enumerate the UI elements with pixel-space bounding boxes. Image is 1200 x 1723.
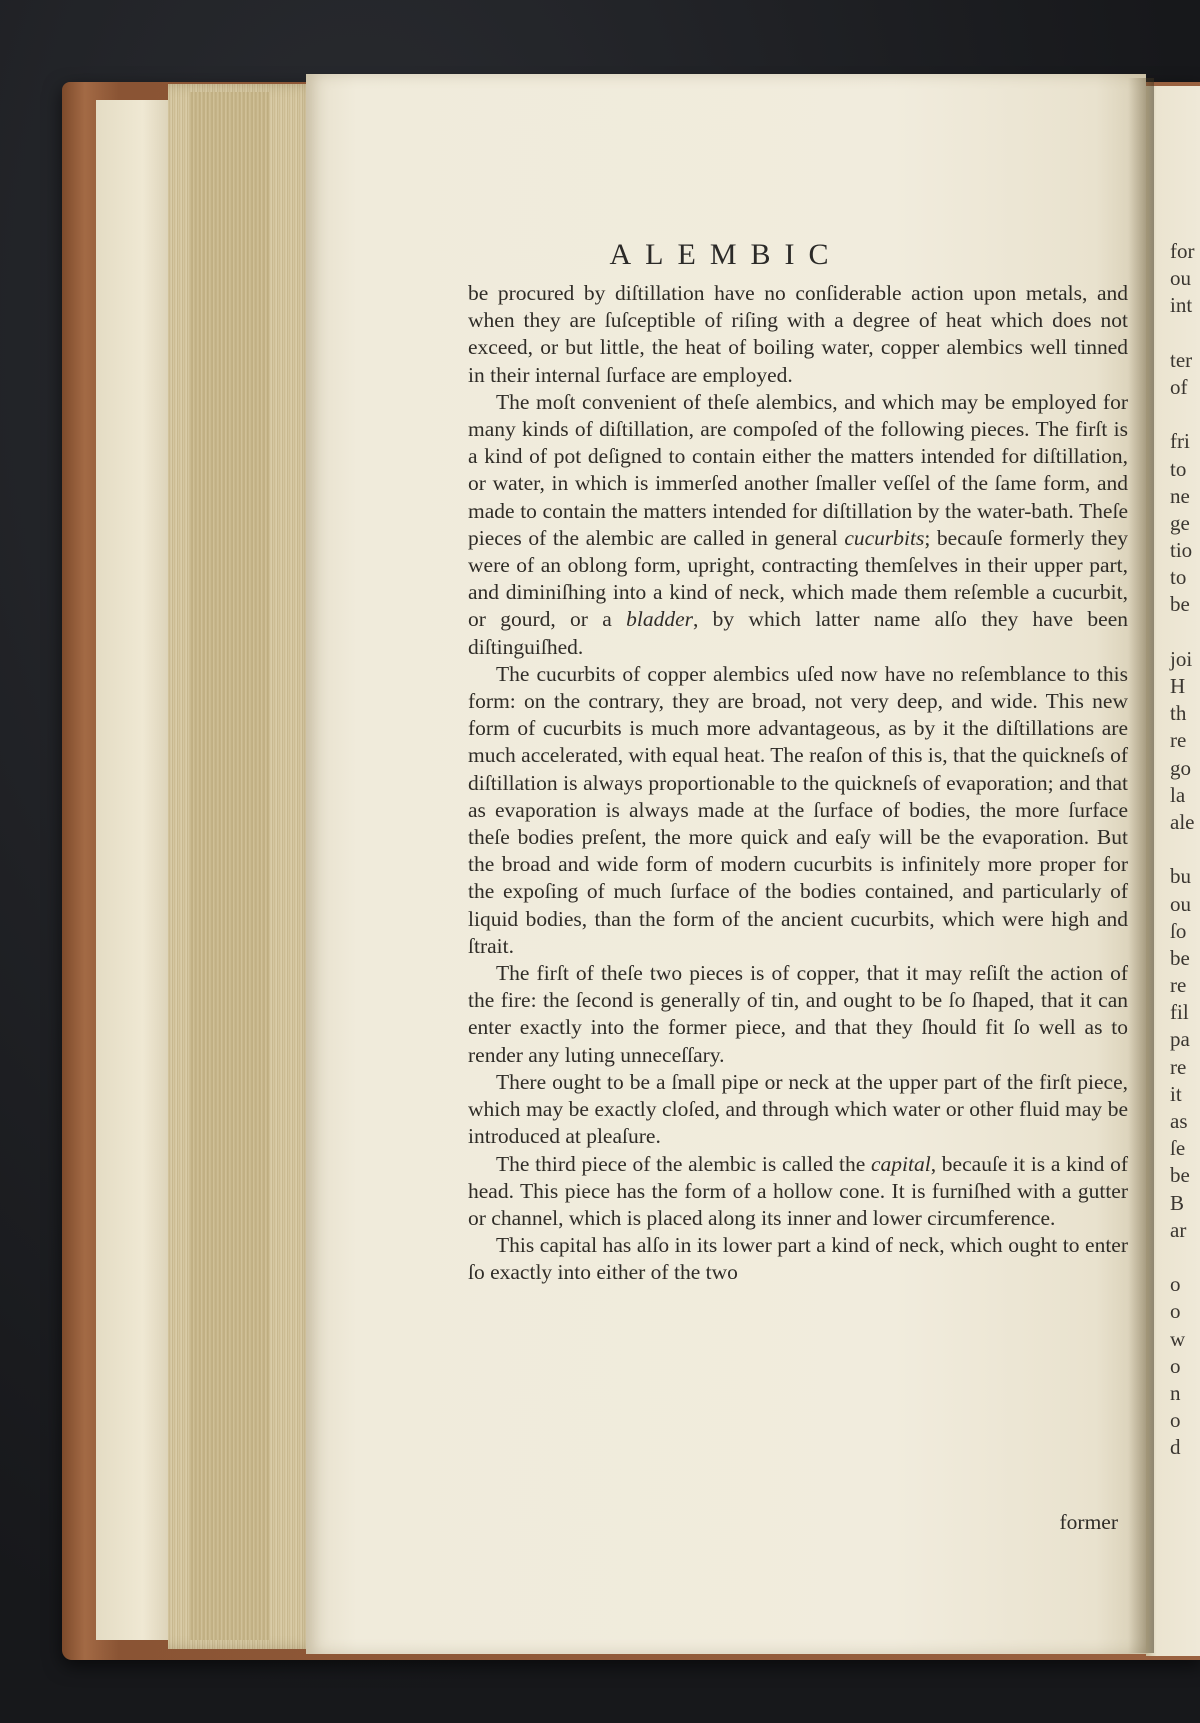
facing-fragment: B	[1170, 1190, 1185, 1215]
page-body	[468, 280, 1128, 1287]
paragraph-5: There ought to be a ſmall pipe or neck at the upper part of the firſt piece, which may be exactly cloſed, and through which water or other fluid may be introduced at pleaſure.	[468, 1069, 1128, 1149]
paragraph-6: The third piece of the alembic is called the capital, becauſe it is a kind of head. This piece has the form of a hollow cone. It is furniſhed with a gutter or channel, which is placed along its inner and lower circumference.	[468, 1151, 1129, 1230]
facing-fragment: re	[1170, 1054, 1187, 1079]
facing-fragment: ou	[1170, 891, 1191, 916]
facing-fragment: o	[1170, 1408, 1181, 1433]
facing-fragment: fri	[1170, 429, 1190, 454]
facing-fragment: as	[1170, 1109, 1188, 1133]
facing-fragment: ſo	[1170, 918, 1187, 943]
facing-fragment: joi	[1170, 646, 1193, 671]
paragraph-3: The cucurbits of copper alembics uſed now have no reſemblance to this form: on the contrary, they are broad, not very deep, and wide. This new form of cucurbits is much more advantageous, as by it the diſtillations are much accelerated, with equal heat. The reaſon of this is, that the quickneſs of diſtillation is always proportionable to the quickneſs of evaporation; and that as evaporation is always made at the ſurface of bodies, the more ſurface theſe bodies preſent, the more quick and eaſy will be the evaporation. But the broad and wide form of modern cucurbits is infinitely more proper for the expoſing of much ſurface of the bodies contained, and particularly of liquid bodies, than the form of the ancient cucurbits, which were high and ſtrait.	[468, 661, 1128, 958]
facing-fragment: n	[1170, 1380, 1181, 1405]
facing-fragment: be	[1170, 1163, 1190, 1188]
facing-fragment: tio	[1170, 538, 1193, 563]
facing-fragment: ge	[1170, 510, 1190, 535]
facing-fragment: ale	[1170, 809, 1195, 834]
facing-fragment: int	[1170, 293, 1193, 318]
facing-fragment: th	[1170, 701, 1187, 726]
facing-fragment	[1170, 619, 1200, 646]
facing-fragment: d	[1170, 1435, 1181, 1460]
facing-fragment: to	[1170, 565, 1187, 590]
facing-fragment: la	[1170, 782, 1186, 807]
facing-fragment: o	[1170, 1299, 1181, 1324]
facing-fragment: ar	[1170, 1217, 1187, 1242]
page-edges-shade	[190, 92, 270, 1640]
facing-fragment: fil	[1170, 1000, 1189, 1025]
facing-fragment: bu	[1170, 864, 1191, 889]
facing-fragment	[1170, 401, 1200, 428]
facing-fragment: ter	[1170, 347, 1193, 372]
facing-fragment: be	[1170, 945, 1190, 970]
facing-fragment	[1170, 320, 1200, 347]
facing-fragment: to	[1170, 456, 1187, 481]
paragraph-2: The moſt convenient of theſe alembics, and which may be employed for many kinds of diſtillation, are compoſed of the following pieces. The firſt is a kind of pot deſigned to contain either the matters intended for diſtillation, or water, in which is immerſed another ſmaller veſſel of the ſame form, and made to contain the matters intended for diſtillation by the water-bath. Theſe pieces of the alembic are called in general cucurbits; becauſe formerly they were of an oblong form, upright, contracting themſelves in their upper part, and diminiſhing into a kind of neck, which made them reſemble a cucurbit, or gourd, or a bladder, by which latter name alſo they have been diſtinguiſhed.	[468, 389, 1128, 659]
facing-fragment	[1170, 836, 1200, 863]
facing-fragment: re	[1170, 973, 1187, 998]
facing-fragment: of	[1170, 374, 1188, 399]
facing-fragment: w	[1170, 1326, 1186, 1351]
catchword: former	[1059, 1510, 1118, 1534]
facing-fragment: it	[1170, 1081, 1182, 1106]
facing-fragment: H	[1170, 674, 1186, 698]
facing-fragment: o	[1170, 1272, 1181, 1297]
facing-fragment: ne	[1170, 483, 1190, 508]
running-head: ALEMBIC	[609, 238, 843, 271]
paragraph-7: This capital has alſo in its lower part a kind of neck, which ought to enter ſo exactly into either of the two	[468, 1233, 1128, 1285]
facing-fragment: pa	[1170, 1027, 1190, 1052]
facing-page-text	[1170, 238, 1200, 1461]
facing-fragment: ou	[1170, 266, 1191, 291]
facing-fragment: be	[1170, 592, 1190, 617]
facing-fragment: re	[1170, 728, 1187, 753]
paragraph-4: The firſt of theſe two pieces is of copper, that it may reſiſt the action of the fire: the ſecond is generally of tin, and ought to be ſo ſhaped, that it can enter exactly into the former piece, and that they ſhould fit ſo well as to render any luting unneceſſary.	[468, 961, 1128, 1067]
facing-fragment	[1170, 1244, 1200, 1271]
facing-fragment: o	[1170, 1353, 1181, 1378]
endpaper	[96, 100, 176, 1640]
paragraph-1: be procured by diſtillation have no conſiderable action upon metals, and when they are ſuſceptible of riſing with a degree of heat which does not exceed, or but little, the heat of boiling water, copper alembics well tinned in their internal ſurface are employed.	[468, 281, 1128, 387]
facing-fragment: for	[1170, 239, 1195, 263]
facing-fragment: ſe	[1170, 1136, 1186, 1161]
gutter-shadow	[1128, 78, 1154, 1653]
facing-fragment: go	[1170, 755, 1191, 780]
